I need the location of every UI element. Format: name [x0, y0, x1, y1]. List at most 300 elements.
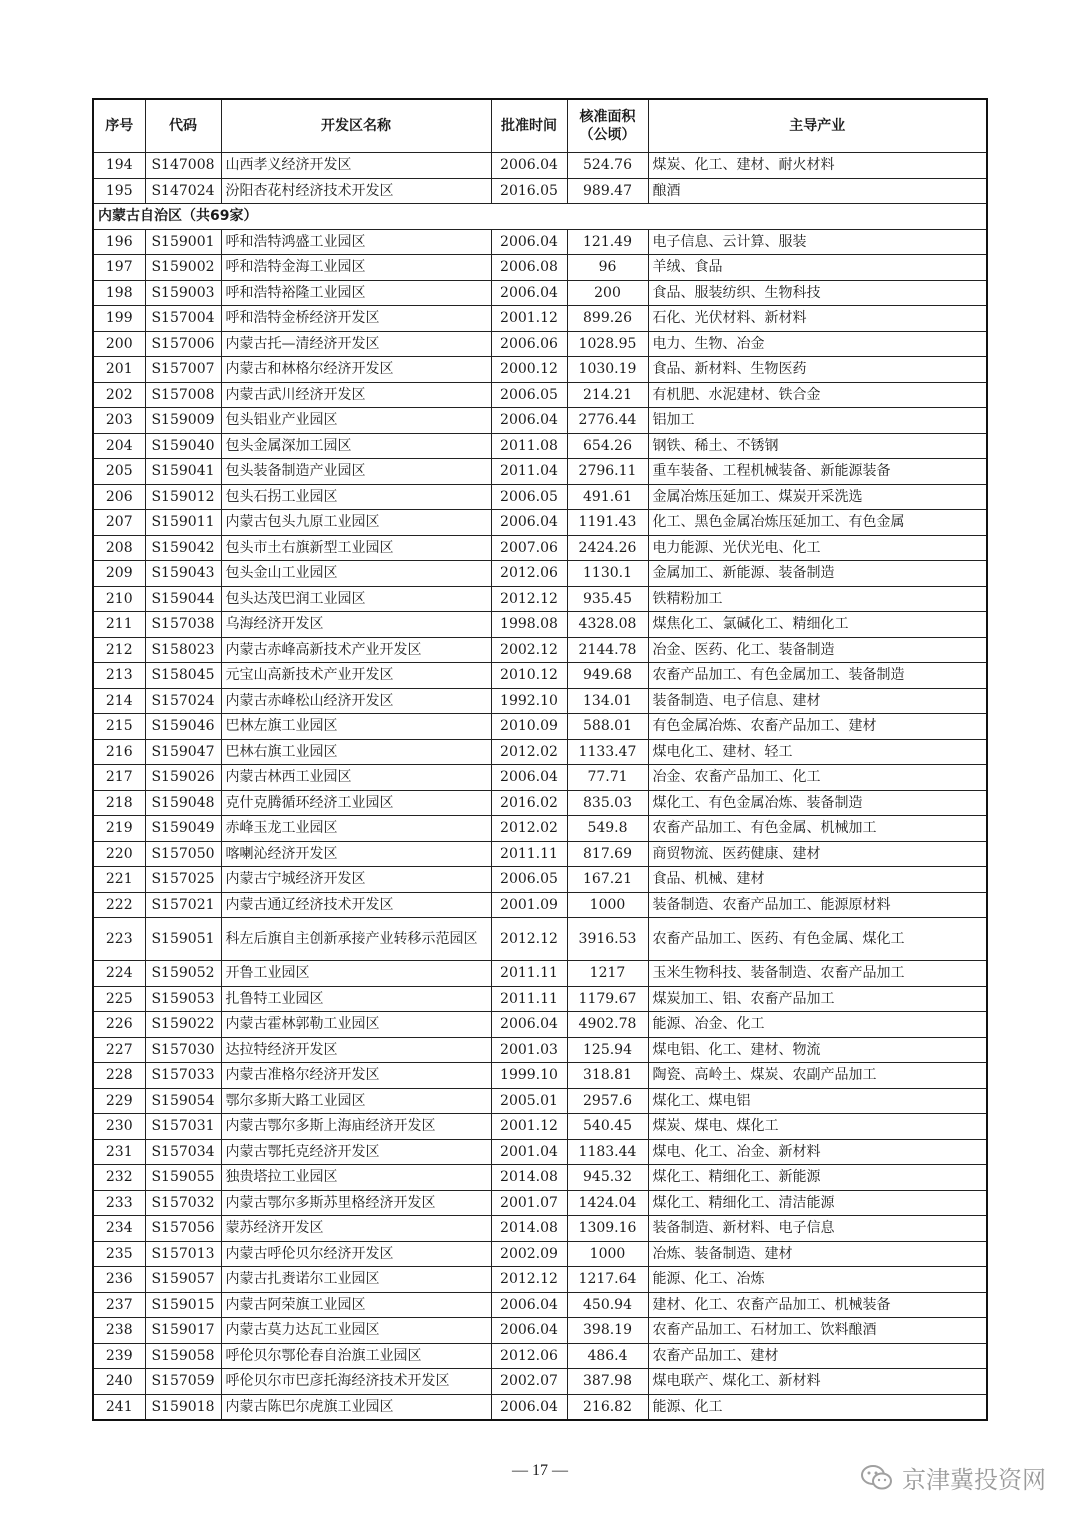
cell-area: 654.26: [567, 433, 648, 459]
cell-area: 588.01: [567, 714, 648, 740]
table-row: [93, 688, 987, 714]
cell-name: 内蒙古鄂尔多斯苏里格经济开发区: [221, 1190, 491, 1216]
cell-code: S159009: [145, 408, 221, 434]
cell-name: 达拉特经济开发区: [221, 1037, 491, 1063]
table-row: [93, 1190, 987, 1216]
cell-industry: 冶金、医药、化工、装备制造: [648, 637, 987, 663]
table-row: [93, 331, 987, 357]
cell-date: 2011.04: [491, 459, 567, 485]
cell-date: 2001.04: [491, 1139, 567, 1165]
table-body-tall-row: [93, 918, 987, 961]
cell-date: 2006.04: [491, 153, 567, 179]
cell-date: 2001.12: [491, 306, 567, 332]
cell-industry: 铝加工: [648, 408, 987, 434]
cell-seq: 209: [93, 561, 145, 587]
cell-name: 包头金山工业园区: [221, 561, 491, 587]
section-title: 内蒙古自治区（共69家）: [93, 204, 987, 230]
cell-date: 2002.09: [491, 1241, 567, 1267]
cell-industry: 化工、黑色金属冶炼压延加工、有色金属: [648, 510, 987, 536]
cell-area: 387.98: [567, 1369, 648, 1395]
cell-seq: 219: [93, 816, 145, 842]
cell-date: 2012.12: [491, 1267, 567, 1293]
cell-industry: 能源、化工: [648, 1394, 987, 1420]
cell-date: 2001.07: [491, 1190, 567, 1216]
table-row: [93, 1037, 987, 1063]
cell-industry: 食品、新材料、生物医药: [648, 357, 987, 383]
cell-area: 2144.78: [567, 637, 648, 663]
cell-seq: 236: [93, 1267, 145, 1293]
cell-code: S157031: [145, 1114, 221, 1140]
cell-code: S157021: [145, 892, 221, 918]
cell-area: 1309.16: [567, 1216, 648, 1242]
cell-code: S157038: [145, 612, 221, 638]
cell-name: 内蒙古托—清经济开发区: [221, 331, 491, 357]
page-number: — 17 —: [512, 1462, 568, 1479]
cell-industry: 铁精粉加工: [648, 586, 987, 612]
cell-industry: 装备制造、电子信息、建材: [648, 688, 987, 714]
cell-area: 216.82: [567, 1394, 648, 1420]
cell-seq: 211: [93, 612, 145, 638]
table-row: [93, 986, 987, 1012]
cell-industry: 有机肥、水泥建材、铁合金: [648, 382, 987, 408]
cell-area: 96: [567, 255, 648, 281]
cell-code: S159057: [145, 1267, 221, 1293]
cell-name: 包头石拐工业园区: [221, 484, 491, 510]
cell-industry: 煤化工、煤电铝: [648, 1088, 987, 1114]
cell-area: 200: [567, 280, 648, 306]
cell-area: 949.68: [567, 663, 648, 689]
table-row: [93, 918, 987, 961]
table-row: [93, 484, 987, 510]
cell-date: 2012.02: [491, 816, 567, 842]
cell-seq: 202: [93, 382, 145, 408]
cell-name: 元宝山高新技术产业开发区: [221, 663, 491, 689]
cell-code: S159002: [145, 255, 221, 281]
cell-name: 内蒙古林西工业园区: [221, 765, 491, 791]
cell-area: 945.32: [567, 1165, 648, 1191]
cell-name: 内蒙古扎赉诺尔工业园区: [221, 1267, 491, 1293]
cell-name: 包头金属深加工园区: [221, 433, 491, 459]
cell-code: S159055: [145, 1165, 221, 1191]
cell-area: 817.69: [567, 841, 648, 867]
cell-industry: 玉米生物科技、装备制造、农畜产品加工: [648, 961, 987, 987]
cell-name: 内蒙古阿荣旗工业园区: [221, 1292, 491, 1318]
cell-area: 1179.67: [567, 986, 648, 1012]
table-row: [93, 1369, 987, 1395]
cell-date: 1992.10: [491, 688, 567, 714]
cell-seq: 210: [93, 586, 145, 612]
cell-industry: 农畜产品加工、有色金属、机械加工: [648, 816, 987, 842]
cell-industry: 装备制造、农畜产品加工、能源原材料: [648, 892, 987, 918]
table-row: [93, 1241, 987, 1267]
table-row: [93, 561, 987, 587]
table-row: [93, 1088, 987, 1114]
cell-code: S159052: [145, 961, 221, 987]
cell-name: 内蒙古霍林郭勒工业园区: [221, 1012, 491, 1038]
table-row: [93, 1292, 987, 1318]
cell-code: S159001: [145, 229, 221, 255]
cell-seq: 203: [93, 408, 145, 434]
cell-area: 1030.19: [567, 357, 648, 383]
cell-seq: 239: [93, 1343, 145, 1369]
cell-date: 2011.11: [491, 986, 567, 1012]
cell-code: S157013: [145, 1241, 221, 1267]
cell-code: S157024: [145, 688, 221, 714]
table-row: [93, 1114, 987, 1140]
cell-name: 内蒙古赤峰高新技术产业开发区: [221, 637, 491, 663]
cell-seq: 218: [93, 790, 145, 816]
table-row: [93, 459, 987, 485]
table-row: [93, 153, 987, 179]
cell-area: 1133.47: [567, 739, 648, 765]
cell-area: 1183.44: [567, 1139, 648, 1165]
cell-date: 2012.06: [491, 1343, 567, 1369]
cell-seq: 194: [93, 153, 145, 179]
development-zone-table: [92, 98, 988, 1421]
cell-date: 2016.05: [491, 178, 567, 204]
cell-code: S159042: [145, 535, 221, 561]
cell-name: 内蒙古鄂托克经济开发区: [221, 1139, 491, 1165]
cell-area: 4328.08: [567, 612, 648, 638]
cell-date: 2014.08: [491, 1216, 567, 1242]
cell-seq: 227: [93, 1037, 145, 1063]
cell-area: 899.26: [567, 306, 648, 332]
cell-industry: 煤电、化工、冶金、新材料: [648, 1139, 987, 1165]
table-row: [93, 714, 987, 740]
cell-seq: 223: [93, 918, 145, 961]
table-row: [93, 1216, 987, 1242]
cell-area: 167.21: [567, 867, 648, 893]
cell-code: S159054: [145, 1088, 221, 1114]
table-row: [93, 841, 987, 867]
cell-area: 1217.64: [567, 1267, 648, 1293]
cell-name: 呼伦贝尔鄂伦春自治旗工业园区: [221, 1343, 491, 1369]
cell-code: S159018: [145, 1394, 221, 1420]
cell-area: 398.19: [567, 1318, 648, 1344]
header-area: 核准面积（公顷）: [567, 99, 648, 153]
header-name: 开发区名称: [221, 99, 491, 153]
cell-code: S159051: [145, 918, 221, 961]
cell-industry: 食品、服装纺织、生物科技: [648, 280, 987, 306]
cell-date: 2005.01: [491, 1088, 567, 1114]
cell-code: S159046: [145, 714, 221, 740]
cell-seq: 196: [93, 229, 145, 255]
watermark: [860, 1460, 1046, 1495]
cell-industry: 冶炼、装备制造、建材: [648, 1241, 987, 1267]
table-row: [93, 1063, 987, 1089]
cell-area: 4902.78: [567, 1012, 648, 1038]
cell-area: 549.8: [567, 816, 648, 842]
cell-name: 鄂尔多斯大路工业园区: [221, 1088, 491, 1114]
cell-area: 2424.26: [567, 535, 648, 561]
cell-area: 318.81: [567, 1063, 648, 1089]
cell-date: 2001.03: [491, 1037, 567, 1063]
cell-industry: 煤电化工、建材、轻工: [648, 739, 987, 765]
cell-date: 2006.04: [491, 1394, 567, 1420]
cell-name: 内蒙古准格尔经济开发区: [221, 1063, 491, 1089]
cell-area: 3916.53: [567, 918, 648, 961]
cell-seq: 213: [93, 663, 145, 689]
cell-code: S159017: [145, 1318, 221, 1344]
cell-area: 1028.95: [567, 331, 648, 357]
table-row: [93, 1343, 987, 1369]
cell-area: 1217: [567, 961, 648, 987]
cell-date: 2010.09: [491, 714, 567, 740]
cell-name: 内蒙古宁城经济开发区: [221, 867, 491, 893]
cell-name: 内蒙古通辽经济技术开发区: [221, 892, 491, 918]
cell-date: 2011.11: [491, 961, 567, 987]
cell-area: 524.76: [567, 153, 648, 179]
cell-code: S159044: [145, 586, 221, 612]
cell-code: S159003: [145, 280, 221, 306]
cell-industry: 金属冶炼压延加工、煤炭开采洗选: [648, 484, 987, 510]
cell-industry: 石化、光伏材料、新材料: [648, 306, 987, 332]
table-row: [93, 765, 987, 791]
cell-area: 491.61: [567, 484, 648, 510]
table-section-header: [93, 204, 987, 230]
cell-code: S159015: [145, 1292, 221, 1318]
cell-industry: 煤化工、有色金属冶炼、装备制造: [648, 790, 987, 816]
cell-seq: 224: [93, 961, 145, 987]
cell-name: 开鲁工业园区: [221, 961, 491, 987]
cell-area: 486.4: [567, 1343, 648, 1369]
cell-code: S157008: [145, 382, 221, 408]
table-body-neimenggu-cont: [93, 961, 987, 1421]
cell-area: 121.49: [567, 229, 648, 255]
cell-date: 2001.12: [491, 1114, 567, 1140]
cell-name: 呼伦贝尔市巴彦托海经济技术开发区: [221, 1369, 491, 1395]
cell-industry: 能源、冶金、化工: [648, 1012, 987, 1038]
table-row: [93, 433, 987, 459]
cell-name: 呼和浩特金海工业园区: [221, 255, 491, 281]
cell-industry: 煤化工、精细化工、清洁能源: [648, 1190, 987, 1216]
cell-name: 内蒙古和林格尔经济开发区: [221, 357, 491, 383]
table-row: [93, 535, 987, 561]
cell-code: S157034: [145, 1139, 221, 1165]
table-row: [93, 178, 987, 204]
table-body-shanxi: [93, 153, 987, 204]
cell-industry: 羊绒、食品: [648, 255, 987, 281]
cell-seq: 233: [93, 1190, 145, 1216]
cell-industry: 建材、化工、农畜产品加工、机械装备: [648, 1292, 987, 1318]
table-row: [93, 408, 987, 434]
cell-industry: 商贸物流、医药健康、建材: [648, 841, 987, 867]
cell-code: S157004: [145, 306, 221, 332]
cell-name: 内蒙古莫力达瓦工业园区: [221, 1318, 491, 1344]
cell-code: S157050: [145, 841, 221, 867]
table-body-neimenggu: [93, 229, 987, 918]
cell-code: S157007: [145, 357, 221, 383]
cell-area: 1000: [567, 892, 648, 918]
cell-date: 2006.04: [491, 1012, 567, 1038]
cell-area: 835.03: [567, 790, 648, 816]
header-code: 代码: [145, 99, 221, 153]
cell-area: 125.94: [567, 1037, 648, 1063]
cell-seq: 207: [93, 510, 145, 536]
cell-industry: 装备制造、新材料、电子信息: [648, 1216, 987, 1242]
cell-industry: 农畜产品加工、石材加工、饮料酿酒: [648, 1318, 987, 1344]
table-row: [93, 790, 987, 816]
cell-name: 汾阳杏花村经济技术开发区: [221, 178, 491, 204]
cell-industry: 陶瓷、高岭土、煤炭、农副产品加工: [648, 1063, 987, 1089]
cell-industry: 钢铁、稀土、不锈钢: [648, 433, 987, 459]
cell-name: 包头达茂巴润工业园区: [221, 586, 491, 612]
cell-seq: 197: [93, 255, 145, 281]
cell-date: 2006.06: [491, 331, 567, 357]
cell-date: 2006.05: [491, 382, 567, 408]
cell-seq: 222: [93, 892, 145, 918]
cell-date: 2012.12: [491, 918, 567, 961]
cell-name: 扎鲁特工业园区: [221, 986, 491, 1012]
cell-date: 2006.04: [491, 1292, 567, 1318]
cell-industry: 农畜产品加工、建材: [648, 1343, 987, 1369]
cell-code: S159012: [145, 484, 221, 510]
table-row: [93, 612, 987, 638]
cell-code: S159053: [145, 986, 221, 1012]
cell-area: 989.47: [567, 178, 648, 204]
cell-seq: 201: [93, 357, 145, 383]
cell-area: 77.71: [567, 765, 648, 791]
cell-code: S159043: [145, 561, 221, 587]
cell-name: 赤峰玉龙工业园区: [221, 816, 491, 842]
cell-name: 包头市土右旗新型工业园区: [221, 535, 491, 561]
table-row: [93, 510, 987, 536]
header-seq: 序号: [93, 99, 145, 153]
cell-seq: 237: [93, 1292, 145, 1318]
cell-name: 山西孝义经济开发区: [221, 153, 491, 179]
table-row: [93, 1394, 987, 1420]
cell-name: 内蒙古陈巴尔虎旗工业园区: [221, 1394, 491, 1420]
cell-industry: 金属加工、新能源、装备制造: [648, 561, 987, 587]
cell-name: 独贵塔拉工业园区: [221, 1165, 491, 1191]
cell-industry: 有色金属冶炼、农畜产品加工、建材: [648, 714, 987, 740]
cell-seq: 228: [93, 1063, 145, 1089]
cell-date: 2006.04: [491, 510, 567, 536]
cell-code: S158023: [145, 637, 221, 663]
cell-date: 2006.04: [491, 408, 567, 434]
watermark-text: 京津冀投资网: [902, 1466, 1046, 1494]
cell-area: 935.45: [567, 586, 648, 612]
cell-area: 1191.43: [567, 510, 648, 536]
cell-industry: 冶金、农畜产品加工、化工: [648, 765, 987, 791]
cell-seq: 238: [93, 1318, 145, 1344]
cell-seq: 220: [93, 841, 145, 867]
cell-name: 蒙苏经济开发区: [221, 1216, 491, 1242]
cell-seq: 241: [93, 1394, 145, 1420]
cell-seq: 240: [93, 1369, 145, 1395]
cell-area: 450.94: [567, 1292, 648, 1318]
cell-code: S159058: [145, 1343, 221, 1369]
table-row: [93, 1318, 987, 1344]
cell-date: 1999.10: [491, 1063, 567, 1089]
cell-date: 2006.04: [491, 765, 567, 791]
cell-seq: 234: [93, 1216, 145, 1242]
table-row: [93, 1165, 987, 1191]
cell-seq: 229: [93, 1088, 145, 1114]
wechat-icon: [860, 1464, 894, 1492]
cell-seq: 198: [93, 280, 145, 306]
cell-seq: 235: [93, 1241, 145, 1267]
cell-industry: 电力、生物、冶金: [648, 331, 987, 357]
cell-code: S147024: [145, 178, 221, 204]
table-row: [93, 961, 987, 987]
cell-seq: 200: [93, 331, 145, 357]
cell-code: S158045: [145, 663, 221, 689]
table-row: [93, 357, 987, 383]
cell-area: 134.01: [567, 688, 648, 714]
cell-date: 2002.12: [491, 637, 567, 663]
cell-industry: 煤化工、精细化工、新能源: [648, 1165, 987, 1191]
cell-industry: 煤炭加工、铝、农畜产品加工: [648, 986, 987, 1012]
cell-name: 内蒙古武川经济开发区: [221, 382, 491, 408]
cell-industry: 酿酒: [648, 178, 987, 204]
cell-code: S157006: [145, 331, 221, 357]
table-row: [93, 663, 987, 689]
cell-name: 巴林左旗工业园区: [221, 714, 491, 740]
cell-seq: 212: [93, 637, 145, 663]
cell-seq: 232: [93, 1165, 145, 1191]
cell-name: 内蒙古鄂尔多斯上海庙经济开发区: [221, 1114, 491, 1140]
table-row: [93, 816, 987, 842]
cell-date: 2014.08: [491, 1165, 567, 1191]
cell-area: 2957.6: [567, 1088, 648, 1114]
cell-date: 2007.06: [491, 535, 567, 561]
cell-date: 2006.04: [491, 280, 567, 306]
cell-seq: 208: [93, 535, 145, 561]
cell-date: 2006.05: [491, 484, 567, 510]
cell-industry: 食品、机械、建材: [648, 867, 987, 893]
cell-date: 2002.07: [491, 1369, 567, 1395]
cell-industry: 煤焦化工、氯碱化工、精细化工: [648, 612, 987, 638]
table-row: [93, 1267, 987, 1293]
table-row: [93, 382, 987, 408]
cell-industry: 电力能源、光伏光电、化工: [648, 535, 987, 561]
cell-name: 内蒙古呼伦贝尔经济开发区: [221, 1241, 491, 1267]
table-row: [93, 306, 987, 332]
cell-name: 呼和浩特鸿盛工业园区: [221, 229, 491, 255]
cell-name: 克什克腾循环经济工业园区: [221, 790, 491, 816]
cell-area: 1130.1: [567, 561, 648, 587]
cell-industry: 农畜产品加工、医药、有色金属、煤化工: [648, 918, 987, 961]
table-row: [93, 892, 987, 918]
cell-date: 2001.09: [491, 892, 567, 918]
cell-seq: 195: [93, 178, 145, 204]
table-row: [93, 867, 987, 893]
cell-area: 540.45: [567, 1114, 648, 1140]
cell-name: 内蒙古赤峰松山经济开发区: [221, 688, 491, 714]
cell-name: 包头装备制造产业园区: [221, 459, 491, 485]
table-row: [93, 229, 987, 255]
cell-code: S157059: [145, 1369, 221, 1395]
section-row: [93, 204, 987, 230]
cell-code: S159040: [145, 433, 221, 459]
cell-code: S159022: [145, 1012, 221, 1038]
table-header-row: [93, 99, 987, 153]
cell-date: 1998.08: [491, 612, 567, 638]
cell-date: 2006.04: [491, 229, 567, 255]
cell-industry: 电子信息、云计算、服装: [648, 229, 987, 255]
cell-date: 2012.06: [491, 561, 567, 587]
cell-industry: 重车装备、工程机械装备、新能源装备: [648, 459, 987, 485]
cell-code: S159048: [145, 790, 221, 816]
cell-code: S159041: [145, 459, 221, 485]
table-row: [93, 1012, 987, 1038]
cell-date: 2011.08: [491, 433, 567, 459]
cell-name: 喀喇沁经济开发区: [221, 841, 491, 867]
cell-seq: 221: [93, 867, 145, 893]
cell-industry: 煤电联产、煤化工、新材料: [648, 1369, 987, 1395]
table-row: [93, 255, 987, 281]
